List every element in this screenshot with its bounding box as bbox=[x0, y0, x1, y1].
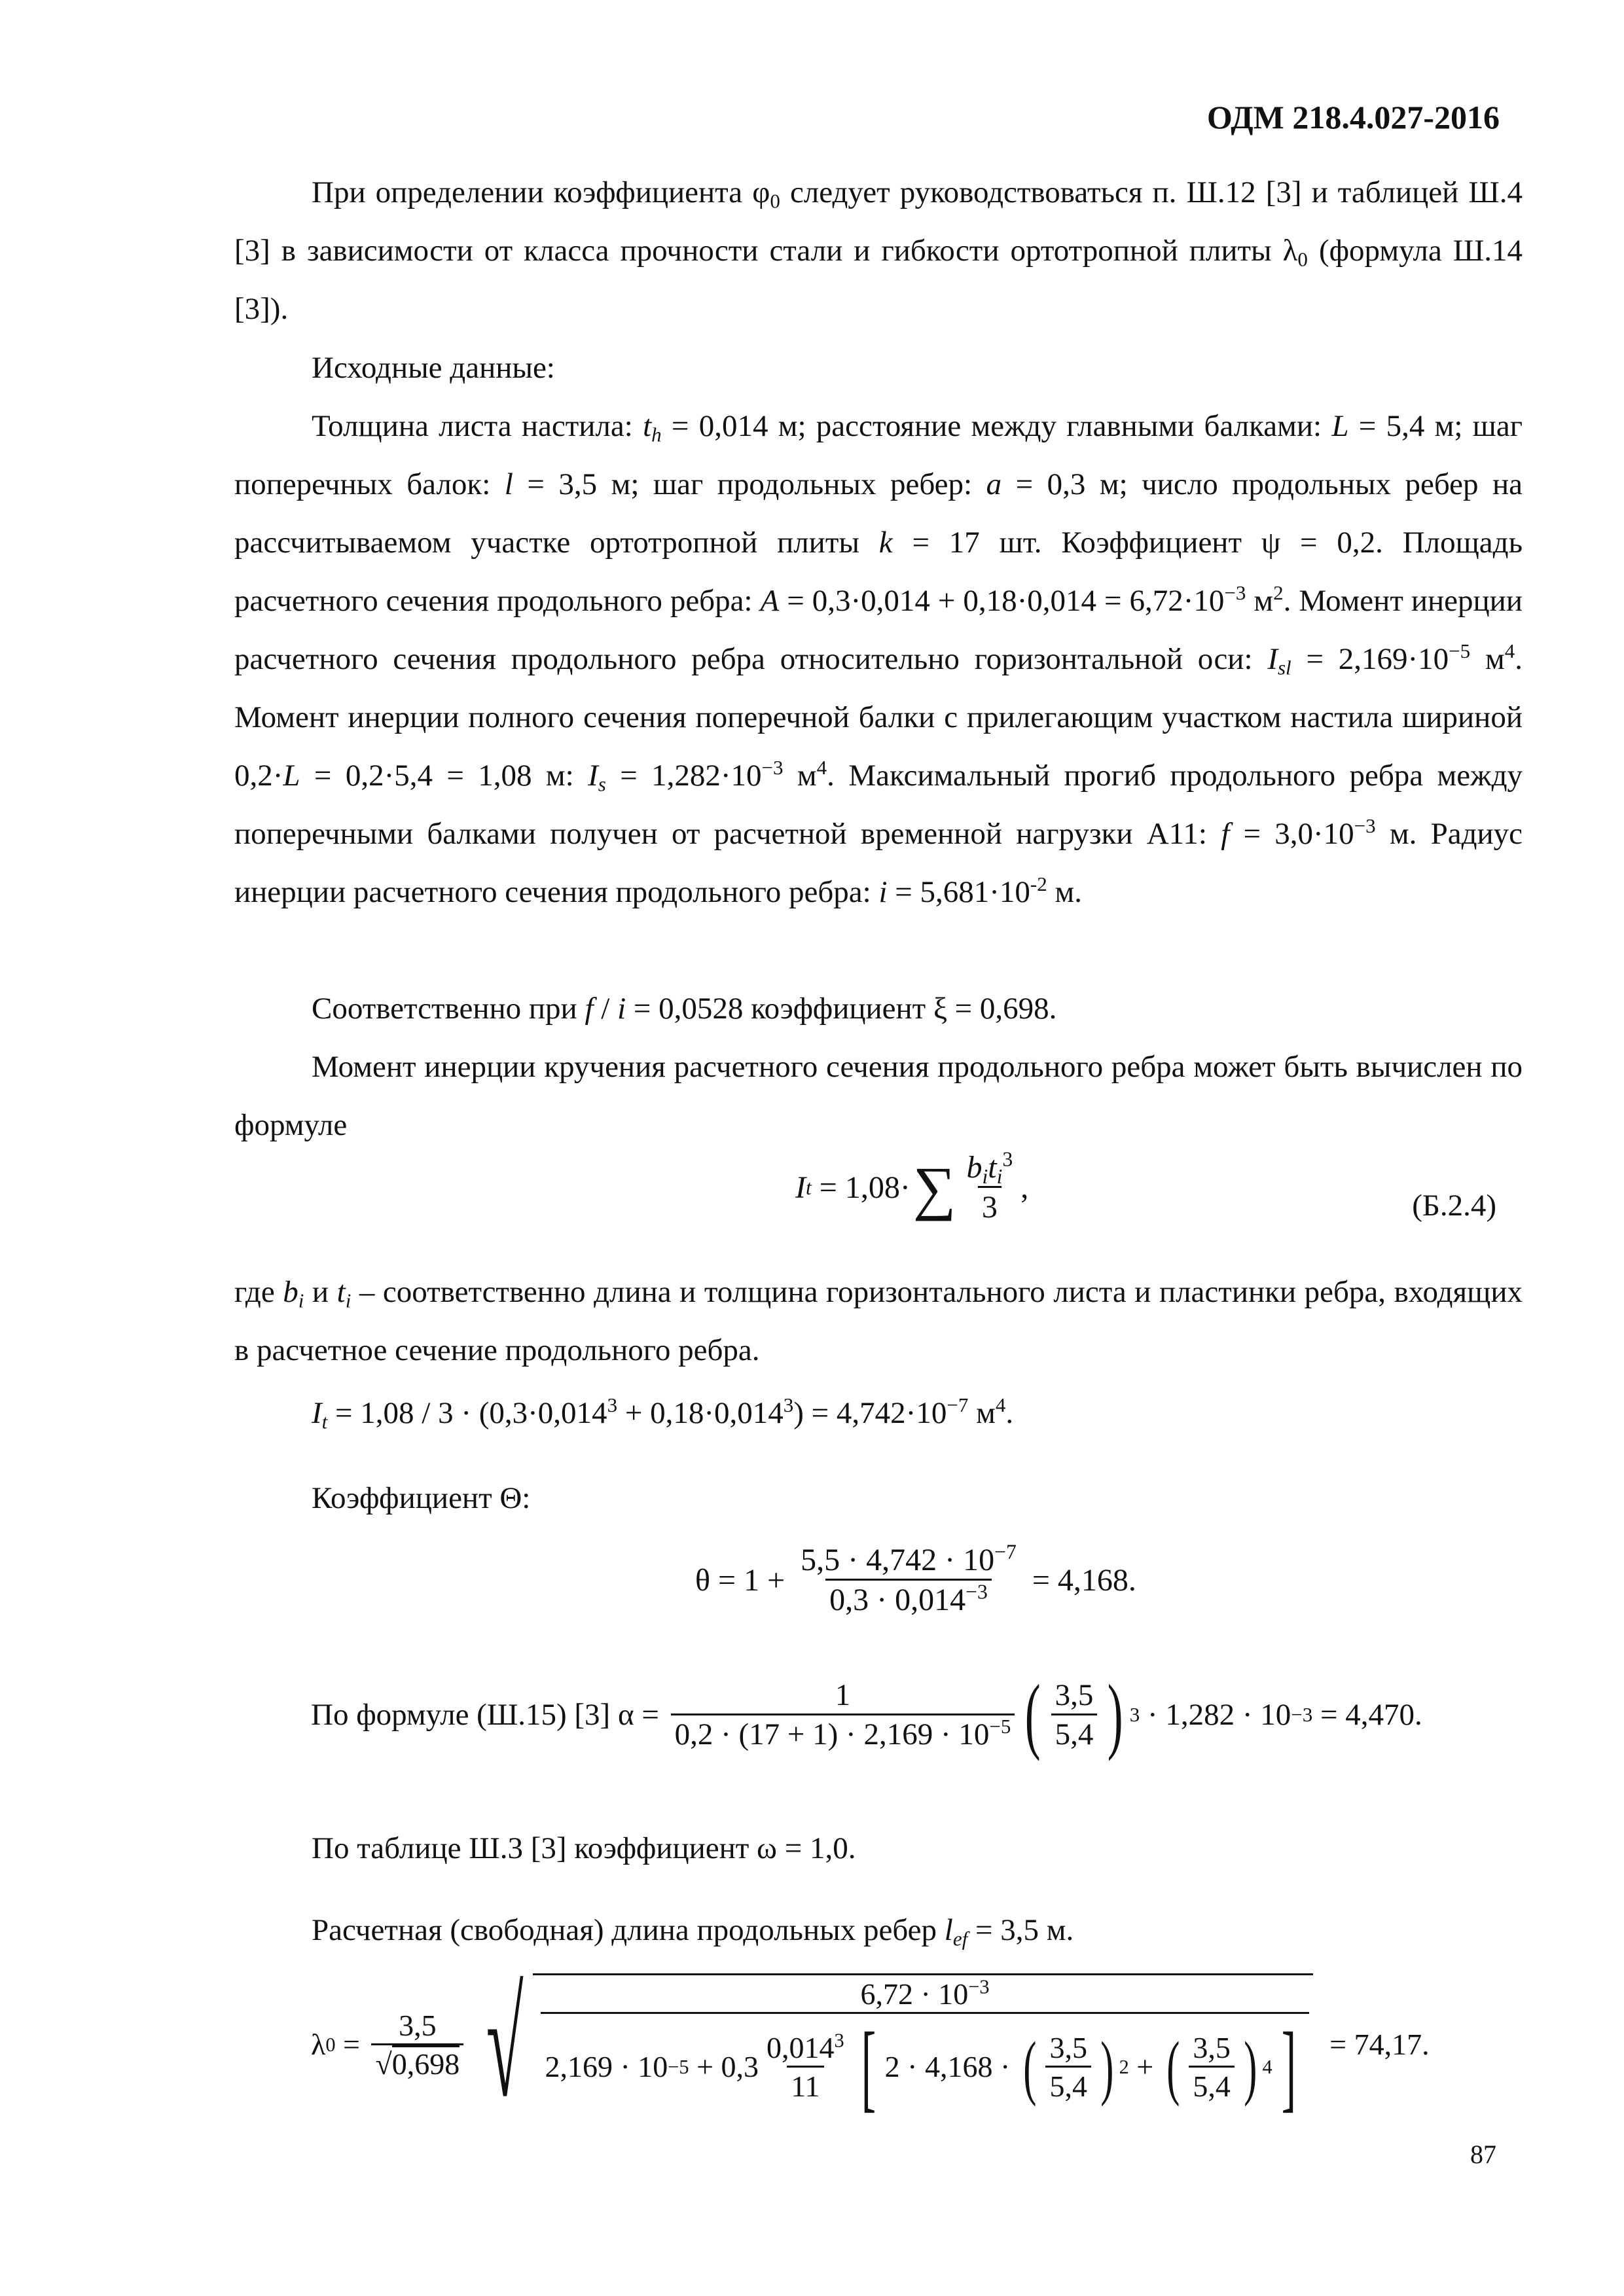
sum-symbol: ∑ bbox=[912, 1154, 956, 1221]
text: = 2,169·10 bbox=[1291, 642, 1449, 676]
text: По таблице Ш.3 [3] коэффициент ω = 1,0. bbox=[312, 1831, 856, 1865]
var: I bbox=[1267, 642, 1278, 676]
text: где bbox=[234, 1275, 283, 1309]
text: = 0,2·5,4 = 1,08 м: bbox=[300, 759, 588, 793]
superscript: −3 bbox=[968, 1975, 990, 1998]
paragraph-4 bbox=[234, 980, 1523, 1038]
superscript: -2 bbox=[1030, 872, 1047, 895]
equation-lambda: λ 0 = $\frac{3,5}{√0,698}$ √ $6,72 \cdot 10^{-3}$ 2,169 · 10 −5 + 0,3 $\frac{0,014^3}{11}$ [ 2 · 4,168 · ( $\frac{3,5}{5,4}$ ) 2 + ( $\frac{3,5}{5,4}$ ) 4 ] = 74,17. bbox=[311, 1961, 1430, 2128]
left-paren: ( bbox=[1166, 2027, 1180, 2107]
text: = 3,5 м. bbox=[967, 1913, 1074, 1947]
text: = 1,08 / 3 · (0,3·0,014 bbox=[327, 1396, 607, 1430]
numerator: 3,5 bbox=[1049, 2030, 1087, 2064]
fraction: $6,72 \cdot 10^{-3}$ 2,169 · 10 −5 + 0,3 $\frac{0,014^3}{11}$ [ 2 · 4,168 · ( $\frac{3,5}{5,4}$ ) 2 + ( $\frac{3,5}{5,4}$ ) 4 ] bbox=[541, 1979, 1308, 2116]
text: и bbox=[304, 1275, 337, 1309]
big-sqrt-symbol: √ bbox=[486, 1961, 524, 2128]
paragraph-9 bbox=[234, 1820, 1523, 1878]
superscript: −5 bbox=[989, 1714, 1011, 1738]
paragraph-1 bbox=[234, 164, 1523, 338]
paragraph-7 bbox=[234, 1384, 1523, 1443]
paragraph-3 bbox=[234, 397, 1523, 922]
subscript: 0 bbox=[770, 189, 780, 213]
var: l bbox=[944, 1913, 953, 1947]
superscript: −5 bbox=[1449, 639, 1471, 662]
text: = 0,3 м; число продольных ребер на рассчитываемом участке ортотропной плиты bbox=[234, 467, 1523, 560]
text: Момент инерции кручения расчетного сечения продольного ребра может быть вычислен по формуле bbox=[234, 1050, 1523, 1142]
page-number: 87 bbox=[1470, 2140, 1496, 2169]
paragraph-10 bbox=[234, 1901, 1523, 1960]
text: = 3,5 м; шаг продольных ребер: bbox=[513, 467, 986, 501]
fraction bbox=[1051, 1677, 1098, 1751]
var: i bbox=[878, 875, 888, 909]
text: . Момент инерции расчетного сечения продольного ребра относительно горизонтальной оси: bbox=[234, 584, 1523, 676]
subscript: t bbox=[321, 1410, 328, 1433]
text: · 1,282 · 10 bbox=[1140, 1697, 1291, 1732]
denominator: 0,2 · (17 + 1) · 2,169 · 10 bbox=[674, 1717, 990, 1751]
text: = 3,0·10 bbox=[1229, 817, 1354, 851]
text: = 0,014 м; расстояние между главными балками: bbox=[661, 409, 1332, 443]
subscript: s bbox=[598, 772, 606, 796]
text: При определении коэффициента φ bbox=[312, 175, 770, 209]
subscript: ef bbox=[952, 1927, 968, 1950]
superscript: 4 bbox=[995, 1393, 1006, 1416]
text: = 5,681·10 bbox=[887, 875, 1030, 909]
text: θ = 1 + bbox=[695, 1562, 793, 1598]
text: По формуле (Ш.15) [3] α = bbox=[311, 1697, 667, 1732]
numerator: 3,5 bbox=[1055, 1677, 1094, 1712]
text: . bbox=[1005, 1396, 1014, 1430]
sqrt-content bbox=[533, 1973, 1312, 2121]
subscript: h bbox=[651, 423, 662, 446]
right-paren: ) bbox=[1108, 1668, 1123, 1762]
var: f bbox=[1221, 817, 1230, 851]
denominator: 11 bbox=[787, 2066, 823, 2102]
superscript: 3 bbox=[1002, 1147, 1013, 1171]
var: i bbox=[617, 992, 626, 1026]
text: Расчетная (свободная) длина продольных ребер bbox=[312, 1913, 945, 1947]
equation-b24 bbox=[795, 1147, 1029, 1225]
denominator: 5,4 bbox=[1045, 2066, 1091, 2102]
superscript: −3 bbox=[1354, 814, 1376, 837]
paragraph-5 bbox=[234, 1038, 1523, 1155]
var: I bbox=[312, 1396, 322, 1430]
superscript: −3 bbox=[1224, 581, 1246, 604]
subscript: sl bbox=[1277, 656, 1291, 679]
numerator: 1 bbox=[835, 1677, 851, 1712]
numerator: 3,5 bbox=[1193, 2030, 1231, 2064]
numerator: 3,5 bbox=[399, 2008, 437, 2042]
subscript: i bbox=[298, 1289, 304, 1312]
var: b bbox=[283, 1275, 298, 1309]
right-bracket: ] bbox=[1281, 2013, 1296, 2121]
denominator: 0,698 bbox=[392, 2045, 460, 2081]
text: м bbox=[783, 759, 817, 793]
subscript: i bbox=[996, 1164, 1003, 1188]
left-bracket: [ bbox=[861, 2013, 876, 2121]
var: I bbox=[588, 759, 598, 793]
text: . Момент инерции полного сечения поперечной балки с прилегающим участком настила шириной 0,2· bbox=[234, 642, 1523, 793]
subscript: t bbox=[805, 1175, 812, 1199]
text: = 0,0528 коэффициент ξ = 0,698. bbox=[626, 992, 1057, 1026]
numerator: 6,72 · 10 bbox=[860, 1977, 969, 2011]
superscript: 4 bbox=[1504, 639, 1515, 662]
text: м bbox=[1470, 642, 1505, 676]
initial-data-heading: Исходные данные: bbox=[312, 351, 555, 385]
right-paren: ) bbox=[1244, 2027, 1257, 2107]
text: м bbox=[1246, 584, 1274, 618]
text: – соответственно длина и толщина горизонтального листа и пластинки ребра, входящих в расчетное сечение продольного ребра. bbox=[234, 1275, 1523, 1367]
document-code-header: ОДМ 218.4.027-2016 bbox=[1206, 99, 1500, 135]
var: t bbox=[336, 1275, 346, 1309]
var: A bbox=[760, 584, 780, 618]
subscript: i bbox=[345, 1289, 352, 1312]
var: L bbox=[283, 759, 300, 793]
right-paren: ) bbox=[1100, 2027, 1114, 2107]
text: + bbox=[1128, 2050, 1161, 2083]
fraction bbox=[1045, 2030, 1091, 2103]
var: f bbox=[585, 992, 594, 1026]
text: (формула Ш.14 [3]). bbox=[234, 234, 1523, 326]
text: = 74,17. bbox=[1322, 2028, 1430, 2061]
paragraph-8 bbox=[234, 1469, 1523, 1528]
text: = 1,08· bbox=[811, 1170, 911, 1205]
var: λ bbox=[311, 2028, 326, 2061]
superscript: 3 bbox=[607, 1393, 618, 1416]
text: = 0,3·0,014 + 0,18·0,014 = 6,72·10 bbox=[779, 584, 1225, 618]
paragraph-2 bbox=[234, 339, 1523, 397]
left-paren: ( bbox=[1025, 1668, 1041, 1762]
superscript: −3 bbox=[965, 1580, 988, 1604]
superscript: −7 bbox=[994, 1540, 1017, 1564]
superscript: 4 bbox=[816, 755, 827, 779]
denominator: 3 bbox=[978, 1186, 1001, 1223]
var: t bbox=[988, 1150, 997, 1185]
var: t bbox=[643, 409, 652, 443]
superscript: −7 bbox=[947, 1393, 969, 1416]
var: I bbox=[795, 1170, 806, 1205]
text: = 17 шт. Коэффициент ψ = 0,2. Площадь расчетного сечения продольного ребра: bbox=[234, 526, 1523, 618]
fraction bbox=[763, 2028, 848, 2103]
equation-number: (Б.2.4) bbox=[1412, 1189, 1496, 1223]
text: = 1,282·10 bbox=[605, 759, 762, 793]
text: м bbox=[968, 1396, 996, 1430]
equation-theta bbox=[695, 1540, 1136, 1617]
denominator: 5,4 bbox=[1189, 2066, 1235, 2102]
subscript: i bbox=[982, 1164, 988, 1188]
numerator: 0,014 bbox=[767, 2030, 835, 2064]
text: / bbox=[593, 992, 618, 1026]
text: = 4,168. bbox=[1024, 1562, 1136, 1598]
text: м. bbox=[1047, 875, 1083, 909]
text: + 0,18·0,014 bbox=[617, 1396, 784, 1430]
denominator: 5,4 bbox=[1051, 1713, 1098, 1750]
text: м. Радиус инерции расчетного сечения продольного ребра: bbox=[234, 817, 1523, 909]
superscript: −3 bbox=[761, 755, 784, 779]
fraction bbox=[371, 2008, 463, 2081]
fraction bbox=[797, 1540, 1020, 1617]
text: Толщина листа настила: bbox=[312, 409, 643, 443]
text: = 5,4 м; шаг поперечных балок: bbox=[234, 409, 1523, 501]
text: 2,169 · 10 bbox=[545, 2050, 668, 2083]
var: a bbox=[986, 467, 1002, 501]
equation-alpha: По формуле (Ш.15) [3] α = $\frac{1}{0,2 \cdot (17 + 1) \cdot 2,169 \cdot 10^{-5}}$ ( $\frac{3,5}{5,4}$ ) 3 · 1,282 · 10 −3 = 4,470. bbox=[311, 1668, 1422, 1762]
sqrt-symbol: √ bbox=[375, 2047, 392, 2081]
superscript: 3 bbox=[783, 1393, 794, 1416]
paragraph-6 bbox=[234, 1263, 1523, 1380]
var: L bbox=[1331, 409, 1349, 443]
denominator: 0,3 · 0,014 bbox=[829, 1583, 966, 1617]
text: = bbox=[335, 2028, 368, 2061]
fraction bbox=[1189, 2030, 1235, 2103]
var: b bbox=[966, 1150, 983, 1185]
fraction bbox=[962, 1147, 1017, 1225]
text: следует руководствоваться п. Ш.12 [3] и таблицей Ш.4 [3] в зависимости от класса прочности стали и гибкости ортотропной плиты λ bbox=[234, 175, 1523, 268]
text: Коэффициент Θ: bbox=[312, 1481, 531, 1515]
text: ) = 4,742·10 bbox=[793, 1396, 947, 1430]
text: = 4,470. bbox=[1312, 1697, 1422, 1732]
fraction bbox=[671, 1677, 1015, 1751]
numerator: 5,5 · 4,742 · 10 bbox=[801, 1543, 995, 1577]
text: 2 · 4,168 · bbox=[884, 2050, 1018, 2083]
text: . Максимальный прогиб продольного ребра между поперечными балками получен от расчетной временной нагрузки А11: bbox=[234, 759, 1523, 851]
var: l bbox=[504, 467, 513, 501]
text: Соответственно при bbox=[312, 992, 585, 1026]
subscript: 0 bbox=[1297, 247, 1308, 271]
superscript: 2 bbox=[1273, 581, 1284, 604]
left-paren: ( bbox=[1023, 2027, 1037, 2107]
text: + 0,3 bbox=[689, 2050, 759, 2083]
text: , bbox=[1020, 1170, 1029, 1205]
var: k bbox=[878, 526, 893, 560]
superscript: 3 bbox=[834, 2028, 844, 2051]
